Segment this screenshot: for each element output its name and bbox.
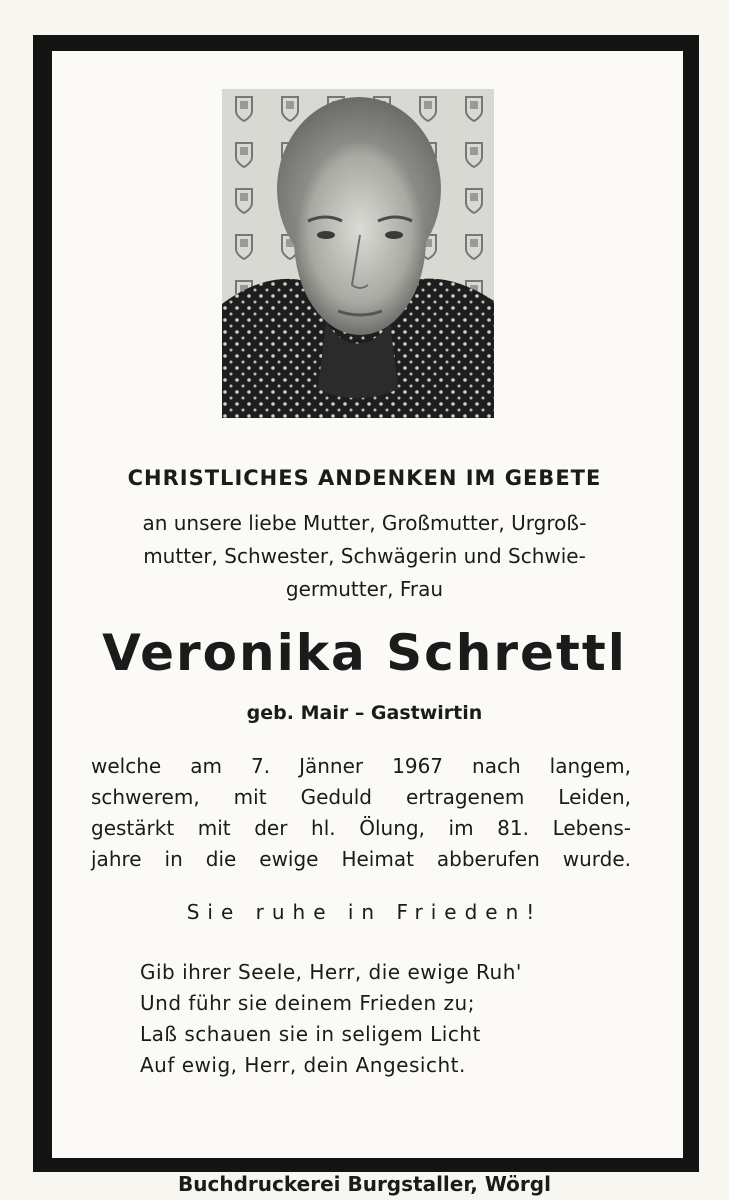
intro-line: germutter, Frau [285,577,444,601]
intro-line: an unsere liebe Mutter, Großmutter, Urgroß- [142,511,587,535]
paragraph-line: jahre in die ewige Heimat abberufen wurde. [91,847,631,871]
verse-line: Gib ihrer Seele, Herr, die ewige Ruh' [140,960,522,984]
printer-imprint: Buchdruckerei Burgstaller, Wörgl [178,1172,551,1196]
paragraph-line: welche am 7. Jänner 1967 nach langem, [91,754,631,778]
intro-text [0,507,729,606]
paragraph-line: schwerem, mit Geduld ertragenem Leiden, [91,785,631,809]
death-notice-paragraph [91,751,631,875]
memorial-heading: CHRISTLICHES ANDENKEN IM GEBETE [127,466,602,490]
rest-in-peace-line: Sie ruhe in Frieden! [186,900,543,924]
deceased-name: Veronika Schrettl [102,624,627,682]
verse-line: Und führ sie deinem Frieden zu; [140,991,475,1015]
maiden-name-occupation: geb. Mair – Gastwirtin [246,702,483,724]
prayer-verse [140,957,522,1081]
paragraph-line: gestärkt mit der hl. Ölung, im 81. Lebens- [91,816,631,840]
intro-line: mutter, Schwester, Schwägerin und Schwie- [143,544,586,568]
verse-line: Auf ewig, Herr, dein Angesicht. [140,1053,466,1077]
portrait-photo [222,89,494,418]
verse-line: Laß schauen sie in seligem Licht [140,1022,481,1046]
